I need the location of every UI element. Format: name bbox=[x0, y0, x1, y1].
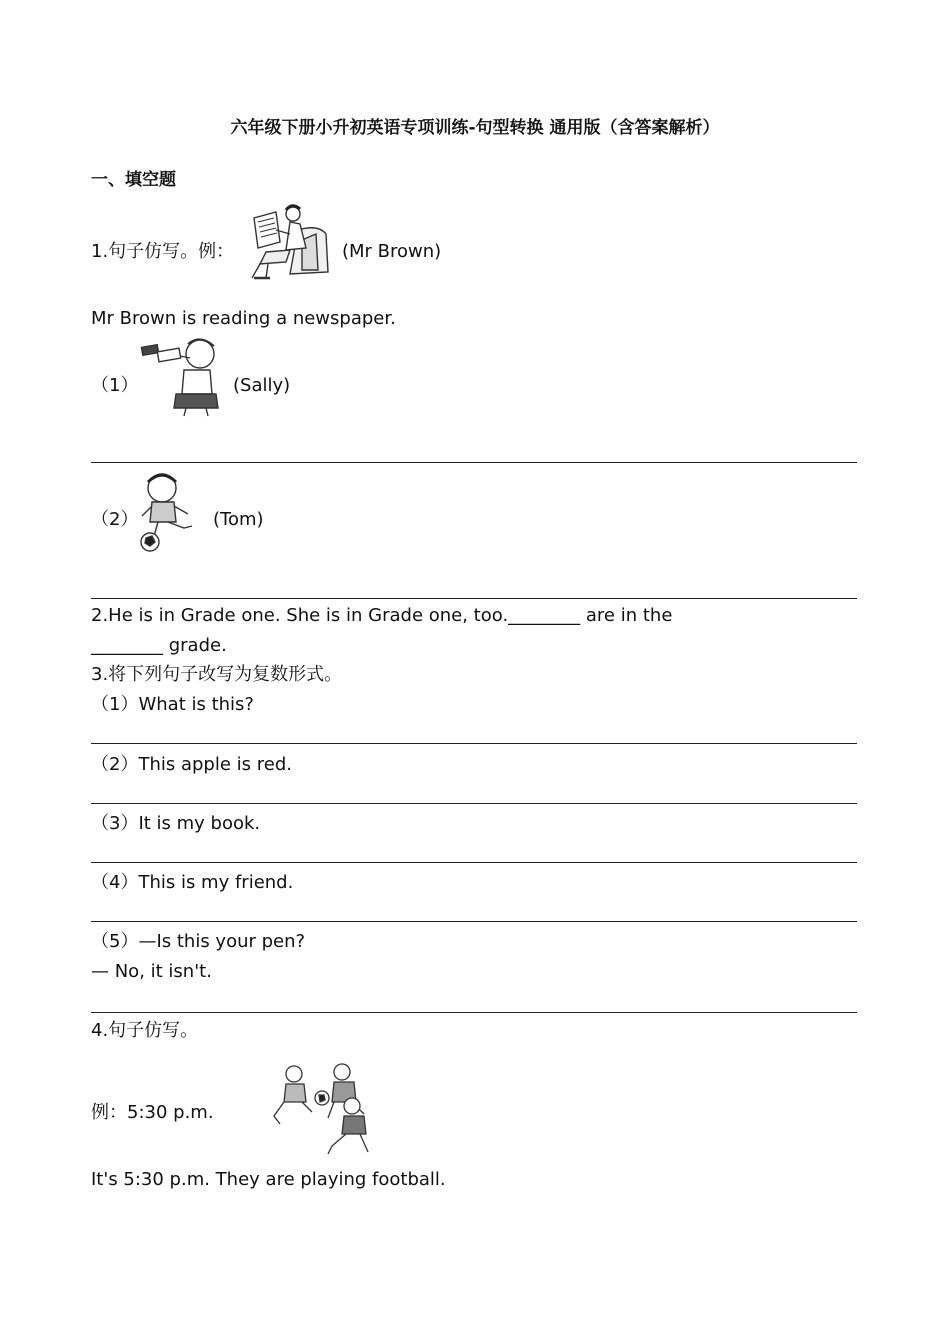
q3-item-4: （4）This is my friend. bbox=[91, 872, 294, 893]
q3-prompt: 3.将下列句子改写为复数形式。 bbox=[91, 664, 343, 685]
q1-item1-label: （1） bbox=[91, 375, 139, 396]
q4-prompt: 4.句子仿写。 bbox=[91, 1020, 199, 1041]
answer-line bbox=[91, 1012, 857, 1013]
answer-line bbox=[91, 598, 857, 599]
q4-example-label: 例：5:30 p.m. bbox=[91, 1102, 214, 1123]
girl-with-binoculars-image bbox=[140, 336, 220, 418]
boy-kicking-ball-image bbox=[138, 470, 198, 554]
q1-item1-name: (Sally) bbox=[233, 375, 291, 396]
q3-item-5: （5）—Is this your pen? bbox=[91, 931, 306, 952]
page-title: 六年级下册小升初英语专项训练-句型转换 通用版（含答案解析） bbox=[230, 118, 720, 138]
q3-item-5-reply: — No, it isn't. bbox=[91, 961, 212, 982]
q1-example-name: (Mr Brown) bbox=[342, 241, 442, 262]
answer-line bbox=[91, 803, 857, 804]
q2-line2: ________ grade. bbox=[91, 635, 227, 656]
answer-line bbox=[91, 921, 857, 922]
answer-line bbox=[91, 462, 857, 463]
q4-example-sentence: It's 5:30 p.m. They are playing football. bbox=[91, 1169, 446, 1190]
answer-line bbox=[91, 743, 857, 744]
section-heading: 一、填空题 bbox=[91, 170, 176, 190]
q2-line1: 2.He is in Grade one. She is in Grade one, too.________ are in the bbox=[91, 605, 673, 626]
q1-item2-name: (Tom) bbox=[213, 509, 264, 530]
q1-example-sentence: Mr Brown is reading a newspaper. bbox=[91, 308, 396, 329]
q3-item-3: （3）It is my book. bbox=[91, 813, 261, 834]
q1-item2-label: （2） bbox=[91, 509, 139, 530]
man-reading-newspaper-image bbox=[246, 200, 332, 280]
q1-prompt: 1.句子仿写。例： bbox=[91, 241, 235, 262]
answer-line bbox=[91, 862, 857, 863]
q3-item-2: （2）This apple is red. bbox=[91, 754, 292, 775]
q3-item-1: （1）What is this? bbox=[91, 694, 254, 715]
children-playing-football-image bbox=[268, 1062, 378, 1158]
